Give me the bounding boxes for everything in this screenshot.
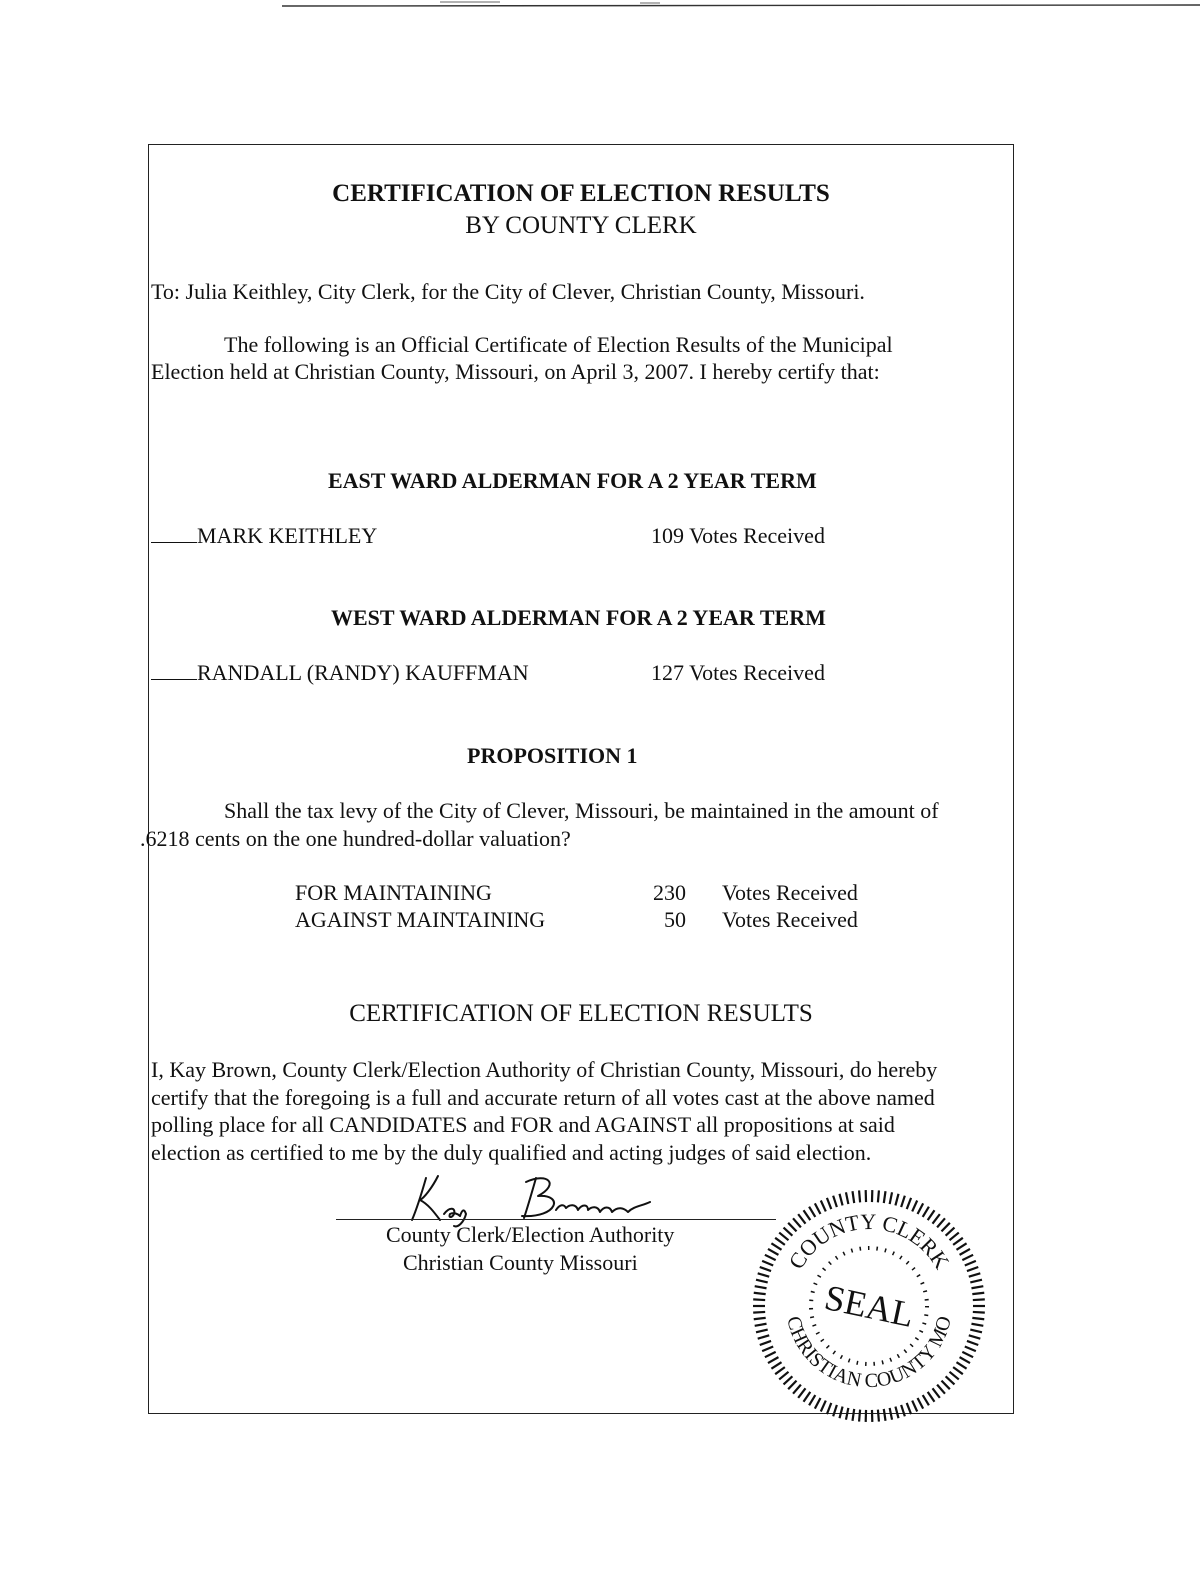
- seal-rim-tick: [760, 1341, 771, 1345]
- seal-rim-tick: [971, 1286, 983, 1288]
- seal-rim-tick: [755, 1324, 767, 1326]
- seal-rim-tick: [840, 1407, 843, 1419]
- seal-rim-tick: [859, 1410, 860, 1422]
- intro-line-2: Election held at Christian County, Missouri, on April 3, 2007. I hereby certify that:: [151, 359, 880, 384]
- seal-rim-tick: [884, 1191, 886, 1203]
- seal-rim-tick: [779, 1372, 788, 1380]
- seal-rim-tick: [969, 1273, 981, 1276]
- result-label-for: FOR MAINTAINING: [295, 880, 492, 905]
- result-label-against: AGAINST MAINTAINING: [295, 907, 546, 932]
- result-count-for: 230: [653, 880, 686, 905]
- seal-rim-tick: [918, 1203, 924, 1214]
- proposition-heading: PROPOSITION 1: [467, 743, 638, 768]
- county-clerk-seal: [744, 1186, 994, 1426]
- seal-rim-tick: [753, 1312, 765, 1313]
- seal-rim-tick: [956, 1362, 966, 1368]
- addressee-line: To: Julia Keithley, City Clerk, for the City of Clever, Christian County, Missouri.: [151, 279, 865, 304]
- seal-rim-tick: [965, 1346, 976, 1351]
- certification-heading: CERTIFICATION OF ELECTION RESULTS: [349, 1000, 813, 1027]
- seal-center-text: SEAL: [821, 1277, 918, 1335]
- seal-rim-tick: [890, 1192, 892, 1204]
- seal-rim-tick: [771, 1243, 781, 1249]
- scan-artifact: [0, 0, 1200, 14]
- seal-rim-tick: [768, 1357, 778, 1363]
- seal-rim-tick: [753, 1299, 765, 1300]
- seal-rim-tick: [859, 1190, 860, 1202]
- seal-rim-tick: [923, 1395, 929, 1405]
- seal-rim-tick: [775, 1238, 785, 1245]
- seal-rim-tick: [827, 1403, 831, 1414]
- candidate-row-west-ward: [151, 660, 529, 686]
- seal-rim-tick: [960, 1249, 970, 1255]
- seal-rim-tick: [833, 1196, 837, 1207]
- seal-rim-tick: [793, 1385, 801, 1394]
- seal-rim-tick: [969, 1335, 981, 1338]
- seal-rim-tick: [937, 1218, 945, 1227]
- seal-rim-tick: [972, 1293, 984, 1294]
- seal-rim-tick: [804, 1210, 811, 1220]
- seal-rim-tick: [878, 1190, 879, 1202]
- seal-rim-tick: [965, 1261, 976, 1266]
- seal-rim-tick: [946, 1376, 955, 1384]
- seal-rim-tick: [760, 1267, 771, 1271]
- seal-rim-tick: [890, 1408, 892, 1420]
- seal-rim-tick: [815, 1398, 821, 1409]
- seal-rim-tick: [941, 1381, 949, 1390]
- seal-rim-tick: [946, 1228, 955, 1236]
- certification-line-4: election as certified to me by the duly qualified and acting judges of said election.: [151, 1140, 872, 1165]
- seal-rim-tick: [933, 1388, 940, 1398]
- seal-rim-tick: [852, 1409, 854, 1421]
- seal-rim-tick: [779, 1233, 788, 1241]
- seal-rim-tick: [941, 1223, 949, 1232]
- seal-rim-tick: [754, 1293, 766, 1294]
- seal-rim-tick: [960, 1357, 970, 1363]
- document-subtitle: BY COUNTY CLERK: [465, 212, 697, 239]
- seal-rim-tick: [972, 1318, 984, 1319]
- certification-line-2: certify that the foregoing is a full and accurate return of all votes cast at the above named: [151, 1085, 935, 1110]
- document-title: CERTIFICATION OF ELECTION RESULTS: [332, 180, 830, 207]
- seal-rim-tick: [918, 1398, 924, 1409]
- seal-rim-tick: [762, 1261, 773, 1266]
- seal-rim-tick: [798, 1388, 805, 1398]
- seal-rim-tick: [953, 1367, 963, 1374]
- seal-rim-tick: [907, 1403, 911, 1414]
- checkbox-line: [151, 661, 197, 680]
- seal-rim-tick: [950, 1372, 959, 1380]
- seal-rim-tick: [755, 1286, 767, 1288]
- seal-rim-tick: [967, 1267, 978, 1271]
- seal-rim-tick: [809, 1395, 815, 1405]
- seal-rim-tick: [928, 1210, 935, 1220]
- intro-line-1: The following is an Official Certificate of Election Results of the Municipal: [224, 332, 893, 357]
- certification-line-1: I, Kay Brown, County Clerk/Election Authority of Christian County, Missouri, do hereby: [151, 1057, 938, 1082]
- candidate-row-east-ward: [151, 523, 377, 549]
- race-heading-west-ward: WEST WARD ALDERMAN FOR A 2 YEAR TERM: [331, 605, 826, 630]
- seal-rim-tick: [762, 1346, 773, 1351]
- seal-rim-tick: [758, 1335, 770, 1338]
- seal-rim-tick: [937, 1385, 945, 1394]
- seal-rim-tick: [956, 1243, 966, 1249]
- seal-rim-tick: [821, 1200, 826, 1211]
- seal-rim-tick: [821, 1401, 826, 1412]
- seal-rim-tick: [973, 1299, 985, 1300]
- seal-rim-tick: [784, 1228, 793, 1236]
- seal-rim-tick: [895, 1407, 898, 1419]
- seal-rim-tick: [967, 1341, 978, 1345]
- seal-rim-tick: [928, 1392, 935, 1402]
- seal-rim-tick: [815, 1203, 821, 1214]
- seal-rim-tick: [852, 1191, 854, 1203]
- seal-rim-tick: [754, 1318, 766, 1319]
- seal-rim-tick: [901, 1196, 905, 1207]
- race-heading-east-ward: EAST WARD ALDERMAN FOR A 2 YEAR TERM: [328, 468, 817, 493]
- seal-rim-tick: [933, 1214, 940, 1224]
- seal-rim-tick: [775, 1367, 785, 1374]
- seal-rim-tick: [970, 1330, 982, 1333]
- seal-rim-tick: [804, 1392, 811, 1402]
- seal-rim-tick: [846, 1192, 848, 1204]
- seal-rim-tick: [970, 1280, 982, 1283]
- seal-rim-tick: [765, 1352, 776, 1357]
- seal-top-text: COUNTY CLERK: [783, 1208, 955, 1274]
- seal-rim-tick: [840, 1194, 843, 1206]
- seal-rim-tick: [895, 1194, 898, 1206]
- seal-rim-tick: [950, 1233, 959, 1241]
- certification-line-3: polling place for all CANDIDATES and FOR and AGAINST all propositions at said: [151, 1112, 895, 1137]
- proposition-question-line-2: .6218 cents on the one hundred-dollar valuation?: [140, 826, 571, 851]
- seal-rim-tick: [912, 1200, 917, 1211]
- seal-rim-tick: [833, 1405, 837, 1416]
- seal-rim-tick: [756, 1280, 768, 1283]
- result-unit-against: Votes Received: [722, 907, 858, 932]
- candidate-votes: 109 Votes Received: [651, 523, 825, 548]
- seal-rim-tick: [788, 1381, 796, 1390]
- seal-rim-tick: [788, 1223, 796, 1232]
- seal-rim-tick: [768, 1249, 778, 1255]
- candidate-name: RANDALL (RANDY) KAUFFMAN: [197, 660, 529, 685]
- signature-title-line-2: Christian County Missouri: [403, 1250, 638, 1275]
- seal-rim-tick: [923, 1207, 929, 1217]
- seal-rim-tick: [809, 1207, 815, 1217]
- seal-rim-tick: [973, 1312, 985, 1313]
- seal-rim-tick: [771, 1362, 781, 1368]
- seal-rim-tick: [798, 1214, 805, 1224]
- seal-rim-tick: [827, 1198, 831, 1209]
- seal-rim-tick: [784, 1376, 793, 1384]
- seal-rim-tick: [962, 1255, 973, 1260]
- seal-bottom-text: CHRISTIAN COUNTY MO: [782, 1313, 956, 1393]
- seal-rim-tick: [962, 1352, 973, 1357]
- seal-rim-tick: [878, 1410, 879, 1422]
- result-unit-for: Votes Received: [722, 880, 858, 905]
- proposition-question-line-1: Shall the tax levy of the City of Clever, Missouri, be maintained in the amount of: [224, 798, 939, 823]
- seal-rim-tick: [901, 1405, 905, 1416]
- seal-rim-tick: [756, 1330, 768, 1333]
- seal-rim-tick: [846, 1408, 848, 1420]
- result-count-against: 50: [664, 907, 686, 932]
- handwritten-signature: [398, 1170, 668, 1230]
- seal-rim-tick: [912, 1401, 917, 1412]
- seal-rim-tick: [971, 1324, 983, 1326]
- signature-line: [336, 1219, 776, 1220]
- seal-rim-tick: [765, 1255, 776, 1260]
- seal-rim-tick: [793, 1218, 801, 1227]
- candidate-name: MARK KEITHLEY: [197, 523, 378, 548]
- seal-rim-tick: [907, 1198, 911, 1209]
- seal-rim-tick: [758, 1273, 770, 1276]
- seal-rim-tick: [953, 1238, 963, 1245]
- seal-rim-tick: [884, 1409, 886, 1421]
- candidate-votes: 127 Votes Received: [651, 660, 825, 685]
- signature-title-line-1: County Clerk/Election Authority: [386, 1222, 675, 1247]
- checkbox-line: [151, 524, 197, 543]
